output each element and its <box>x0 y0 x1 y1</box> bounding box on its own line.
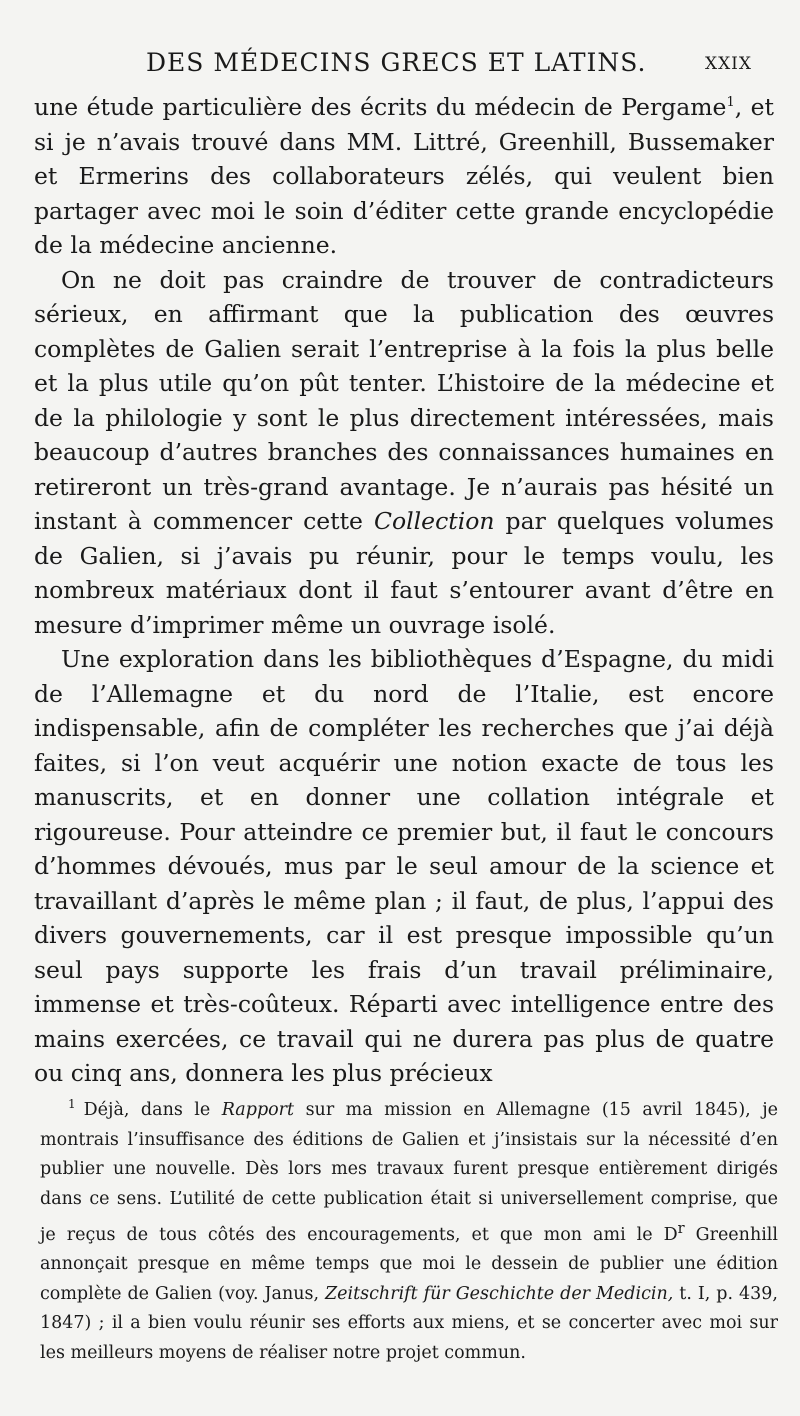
main-text <box>34 90 774 1091</box>
paragraph-2-italic: Collection <box>374 507 495 535</box>
paragraph-1-text-a: une étude particulière des écrits du médecin de Pergame <box>34 93 727 121</box>
footnote-text-d: t. I, p. 439, 1847) ; il a bien voulu réunir ses efforts aux miens, et se concerter avec moi sur les meilleurs moyens de réaliser notre projet commun. <box>40 1283 778 1363</box>
footnote-italic-zeitschrift: Zeitschrift für Geschichte der Medicin, <box>325 1283 674 1304</box>
footnote-italic-rapport: Rapport <box>221 1100 295 1120</box>
paragraph-3-text: Une exploration dans les bibliothèques d’Espagne, du midi de l’Allemagne et du nord de l’Italie, est encore indispensable, afin de compléter les recherches que j’ai déjà faites, si l’on veut acquérir une notion exacte de tous les manuscrits, et en donner une collation intégrale et rigoureuse. Pour atteindre ce premier but, il faut le concours d’hommes dévoués, mus par le seul amour de la science et travaillant d’après le même plan ; il faut, de plus, l’appui des divers gouvernements, car il est presque impossible qu’un seul pays supporte les frais d’un travail préliminaire, immense et très-coûteux. Réparti avec intelligence entre des mains exercées, ce travail qui ne durera pas plus de quatre ou cinq ans, donnera les plus précieux <box>34 645 774 1087</box>
paragraph-1-text-b: , et si je n’avais trouvé dans MM. Littré, Greenhill, Bussemaker et Ermerins des collaborateurs zélés, qui veulent bien partager avec moi le soin d’éditer cette grande encyclopédie de la médecine ancienne. <box>34 93 774 259</box>
footnote-text-a: Déjà, dans le <box>83 1100 211 1120</box>
paragraph-1 <box>34 90 774 263</box>
paragraph-2-text-a: On ne doit pas craindre de trouver de contradicteurs sérieux, en affirmant que la publication des œuvres complètes de Galien serait l’entreprise à la fois la plus belle et la plus utile qu’on pût tenter. L’histoire de la médecine et de la philologie y sont le plus directement intéressées, mais beaucoup d’autres branches des connaissances humaines en retireront un très-grand avantage. Je n’aurais pas hésité un instant à commencer cette <box>34 265 774 535</box>
running-title: DES MÉDECINS GRECS ET LATINS. <box>146 48 647 77</box>
footnote-1 <box>40 1096 778 1368</box>
page-header <box>0 48 800 84</box>
footnote-superscript-r: r <box>677 1220 685 1237</box>
paragraph-3 <box>34 642 774 1091</box>
footnote-text-c: Greenhill annonçait presque en même temps que moi le dessein de publier une édition complète de Galien (voy. Janus, <box>40 1224 778 1304</box>
paragraph-2 <box>34 263 774 643</box>
footnote-reference: 1 <box>726 95 735 111</box>
page-number: XXIX <box>704 54 752 74</box>
footnote-area <box>40 1096 778 1368</box>
footnote-text-b: sur ma mission en Allemagne (15 avril 1845), je montrais l’insuffisance des éditions de Galien et j’insistais sur la nécessité d’en publier une nouvelle. Dès lors mes travaux furent presque entièrement dirigés dans ce sens. L’utilité de cette publication était si universellement comprise, que je reçus de tous côtés des encouragements, et que mon ami le D <box>40 1100 778 1245</box>
paragraph-2-text-b: par quelques volumes de Galien, si j’avais pu réunir, pour le temps voulu, les nombreux matériaux dont il faut s’entourer avant d’être en mesure d’imprimer même un ouvrage isolé. <box>34 507 774 639</box>
footnote-number: 1 <box>68 1097 76 1112</box>
